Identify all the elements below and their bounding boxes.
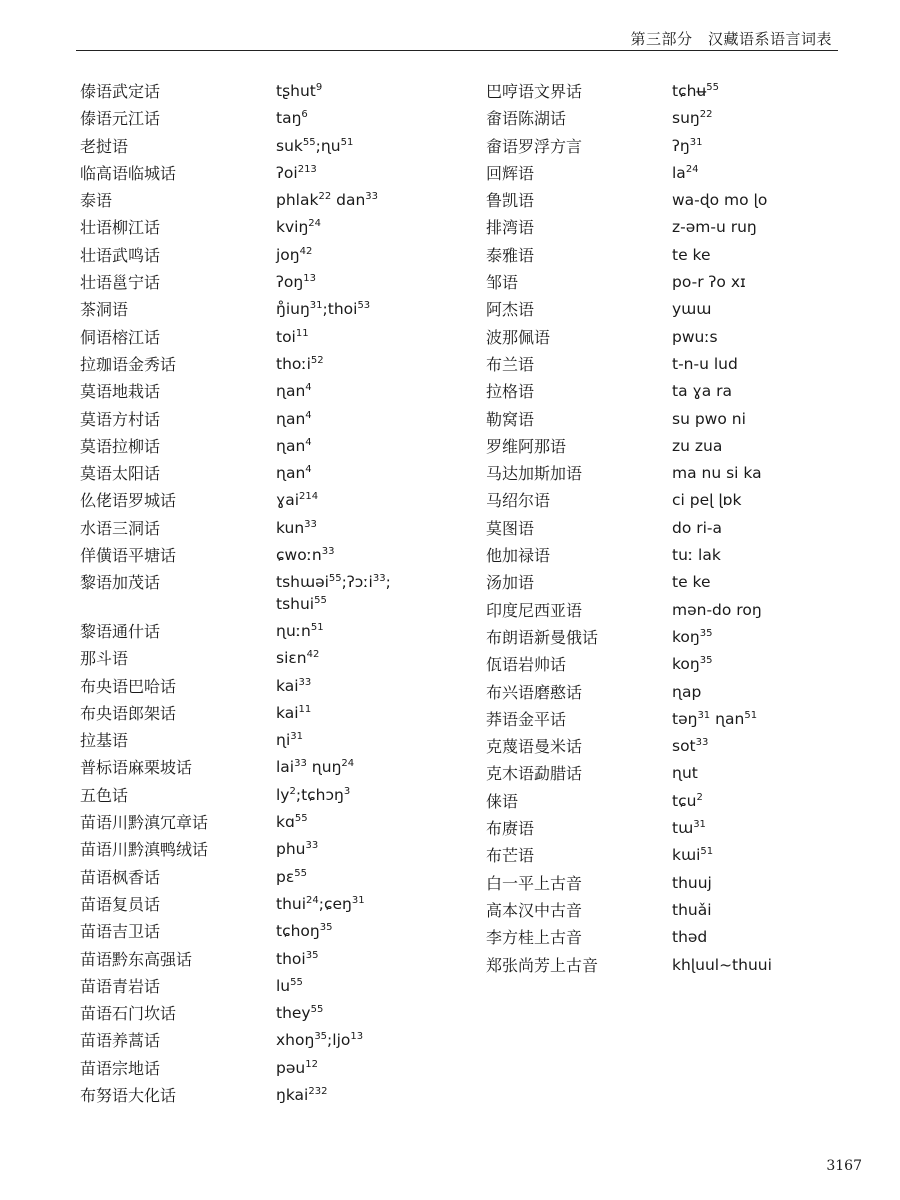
language-name: 苗语石门坎话	[80, 1004, 177, 1024]
language-name: 布努语大化话	[80, 1085, 177, 1105]
language-name: 泰语	[80, 191, 113, 211]
language-name: 鲁凯语	[486, 191, 535, 211]
language-name: 苗语青岩话	[80, 976, 161, 996]
entry-row	[486, 569, 846, 596]
entry-row	[486, 406, 846, 433]
entry-row	[486, 324, 846, 351]
language-name: 水语三洞话	[80, 518, 161, 538]
language-name: 排湾语	[486, 218, 535, 238]
entry-row	[80, 864, 460, 891]
language-name: 苗语宗地话	[80, 1058, 161, 1078]
entry-row	[486, 870, 846, 897]
entry-row	[80, 973, 460, 1000]
language-name: 郑张尚芳上古音	[486, 955, 599, 975]
phonetic-form: tʂhut$^9$	[276, 82, 323, 100]
language-name: 黎语加茂话	[80, 573, 161, 593]
entry-row	[80, 727, 460, 754]
phonetic-form: ɳan$^4$	[276, 409, 312, 428]
language-name: 黎语通什话	[80, 621, 161, 641]
phonetic-form: toi$^{11}$	[276, 327, 309, 346]
entry-row	[486, 679, 846, 706]
entry-row	[486, 515, 846, 542]
page-number: 3167	[826, 1158, 862, 1174]
entry-row	[80, 782, 460, 809]
phonetic-form: ɣai$^{214}$	[276, 491, 319, 510]
language-name: 苗语复员话	[80, 894, 161, 914]
phonetic-form: t-n-u lud	[672, 354, 738, 373]
entry-row	[486, 269, 846, 296]
phonetic-form: tshɯəi$^{55}$;ʔɔːi$^{33}$;	[276, 573, 391, 592]
entry-row	[486, 706, 846, 733]
entry-row	[80, 515, 460, 542]
language-name: 拉基语	[80, 731, 129, 751]
phonetic-form: kɑ$^{55}$	[276, 813, 308, 832]
entry-row	[80, 187, 460, 214]
phonetic-form: sot$^{33}$	[672, 737, 709, 756]
phonetic-form: yɯɯ	[672, 300, 712, 319]
language-name: 苗语吉卫话	[80, 922, 161, 942]
entry-row	[80, 809, 460, 836]
entry-row	[80, 324, 460, 351]
entry-row	[80, 1000, 460, 1027]
phonetic-form: thoi$^{35}$	[276, 949, 319, 968]
phonetic-form: tɕu$^2$	[672, 791, 703, 810]
entry-row	[486, 597, 846, 624]
phonetic-form: taŋ$^6$	[276, 109, 308, 128]
entry-row	[486, 160, 846, 187]
language-name: 马绍尔语	[486, 491, 551, 511]
entry-row	[80, 160, 460, 187]
phonetic-form: kun$^{33}$	[276, 518, 317, 537]
phonetic-form: phlak$^{22}$ dan$^{33}$	[276, 191, 379, 210]
entry-row	[486, 105, 846, 132]
header-rule	[76, 50, 838, 51]
entry-row	[486, 433, 846, 460]
language-name: 勒窝语	[486, 409, 535, 429]
entry-row	[80, 378, 460, 405]
entry-row	[80, 460, 460, 487]
phonetic-form: ci peɭ ɭɒk	[672, 491, 742, 510]
language-name: 苗语黔东高强话	[80, 949, 193, 969]
language-name: 印度尼西亚语	[486, 600, 583, 620]
phonetic-form: kai$^{33}$	[276, 676, 312, 695]
entry-row	[80, 1027, 460, 1054]
language-name: 那斗语	[80, 649, 129, 669]
entry-row	[80, 296, 460, 323]
entry-row	[486, 897, 846, 924]
entry-row	[486, 733, 846, 760]
entry-row	[80, 351, 460, 378]
language-name: 俫语	[486, 791, 519, 811]
entry-row	[486, 788, 846, 815]
phonetic-form: z-əm-u ruŋ	[672, 218, 757, 237]
phonetic-form: tɯ$^{31}$	[672, 819, 706, 838]
entry-row	[486, 187, 846, 214]
entry-row	[486, 815, 846, 842]
language-name: 回辉语	[486, 163, 535, 183]
entry-row	[486, 351, 846, 378]
entry-row	[80, 754, 460, 781]
language-name: 马达加斯加语	[486, 464, 583, 484]
language-name: 泰雅语	[486, 245, 535, 265]
phonetic-form: pəu$^{12}$	[276, 1058, 318, 1077]
phonetic-form: phu$^{33}$	[276, 840, 319, 859]
language-name: 巴哼语文界话	[486, 82, 583, 101]
language-name: 莽语金平话	[486, 709, 567, 729]
phonetic-form: thuǎi	[672, 900, 712, 919]
phonetic-form: tɕhoŋ$^{35}$	[276, 922, 333, 941]
language-name: 阿杰语	[486, 300, 535, 320]
phonetic-form: thəd	[672, 928, 708, 947]
language-name: 仫佬语罗城话	[80, 491, 177, 511]
phonetic-form: ʔoŋ$^{13}$	[276, 273, 316, 292]
entry-row	[486, 842, 846, 869]
entry-row	[80, 214, 460, 241]
language-name: 苗语川黔滇冗章话	[80, 813, 209, 833]
phonetic-form: lai$^{33}$ ɳuŋ$^{24}$	[276, 758, 355, 777]
entry-row	[80, 645, 460, 672]
phonetic-form: $ly^2;tɕhɔŋ^3$	[276, 785, 351, 804]
entry-row	[486, 651, 846, 678]
phonetic-form: koŋ$^{35}$	[672, 655, 713, 674]
entry-row	[486, 133, 846, 160]
phonetic-form: ʔŋ$^{31}$	[672, 136, 703, 155]
phonetic-form: kɯi$^{51}$	[672, 846, 714, 865]
phonetic-form: ɳan$^4$	[276, 464, 312, 483]
phonetic-form: thoːi$^{52}$	[276, 354, 324, 373]
phonetic-form: tuː lak	[672, 546, 721, 565]
entry-row	[80, 673, 460, 700]
entry-row	[80, 700, 460, 727]
language-name: 汤加语	[486, 573, 535, 593]
language-name: 波那佩语	[486, 327, 551, 347]
entry-row	[486, 542, 846, 569]
phonetic-form: thui$^{24}$;ɕeŋ$^{31}$	[276, 894, 365, 913]
language-name: 布赓语	[486, 819, 535, 839]
language-name: 苗语川黔滇鸭绒话	[80, 840, 209, 860]
entry-row	[80, 487, 460, 514]
entry-row	[486, 378, 846, 405]
phonetic-form: suk$^{55}$;ɳu$^{51}$	[276, 136, 354, 155]
language-name: 莫语地栽话	[80, 382, 161, 402]
language-name: 布芒语	[486, 846, 535, 866]
language-name: 畲语罗浮方言	[486, 136, 583, 156]
entry-row	[80, 946, 460, 973]
entry-row	[486, 924, 846, 951]
phonetic-form: ŋkai$^{232}$	[276, 1085, 328, 1104]
phonetic-form: po-r ʔo xɪ	[672, 273, 746, 292]
entry-row	[80, 1082, 460, 1109]
entry-row	[80, 836, 460, 863]
entry-row	[80, 105, 460, 132]
phonetic-form: wa-ɖo mo ɭo	[672, 191, 768, 210]
phonetic-form: ta ɣa ra	[672, 382, 733, 401]
entry-row	[80, 78, 460, 105]
language-name: 拉珈语金秀话	[80, 354, 177, 374]
language-name: 壮语柳江话	[80, 218, 161, 238]
phonetic-form: ɳut	[672, 764, 698, 783]
phonetic-form: tshui$^{55}$	[276, 594, 327, 613]
language-name: 克蔑语曼米话	[486, 737, 583, 757]
phonetic-form: te ke	[672, 245, 711, 264]
language-name: 莫语方村话	[80, 409, 161, 429]
language-name: 克木语勐腊话	[486, 764, 583, 784]
language-name: 壮语邕宁话	[80, 273, 161, 293]
language-name: 莫语拉柳话	[80, 436, 161, 456]
language-name: 布央语巴哈话	[80, 676, 177, 696]
phonetic-form: khɭuul~thuui	[672, 955, 772, 974]
language-name: 高本汉中古音	[486, 900, 583, 920]
language-name: 傣语武定话	[80, 82, 161, 101]
language-name: 五色话	[80, 785, 129, 805]
phonetic-form: mən-do roŋ	[672, 600, 762, 619]
phonetic-form: ɳap	[672, 682, 702, 701]
phonetic-form: ɳan$^4$	[276, 436, 312, 455]
language-name: 畲语陈湖话	[486, 109, 567, 129]
phonetic-form: siɛn$^{42}$	[276, 649, 320, 668]
phonetic-form: ɳan$^4$	[276, 382, 312, 401]
phonetic-form: su pwo ni	[672, 409, 746, 428]
language-name: 布兰语	[486, 354, 535, 374]
entry-row	[486, 487, 846, 514]
language-name: 苗语养蒿话	[80, 1031, 161, 1051]
language-name: 罗维阿那语	[486, 436, 567, 456]
entry-row	[486, 952, 846, 979]
entry-row	[486, 624, 846, 651]
phonetic-form: joŋ$^{42}$	[276, 245, 313, 264]
phonetic-form: ŋ̊iuŋ$^{31}$;thoi$^{53}$	[276, 300, 371, 319]
entry-row	[80, 242, 460, 269]
phonetic-form: xhoŋ$^{35}$;ljo$^{13}$	[276, 1031, 364, 1050]
entry-row	[486, 214, 846, 241]
phonetic-form: ɳuːn$^{51}$	[276, 621, 324, 640]
entry-row	[486, 760, 846, 787]
phonetic-form: kviŋ$^{24}$	[276, 218, 322, 237]
language-name: 壮语武鸣话	[80, 245, 161, 265]
language-name: 白一平上古音	[486, 873, 583, 893]
right-column	[486, 78, 846, 979]
language-name: 茶洞语	[80, 300, 129, 320]
entry-row	[80, 618, 460, 645]
running-header	[76, 22, 838, 50]
phonetic-form: ɳi$^{31}$	[276, 731, 303, 750]
language-name: 他加禄语	[486, 546, 551, 566]
phonetic-form: $lu^{55}$	[276, 976, 303, 995]
phonetic-form: kai$^{11}$	[276, 703, 312, 722]
language-name: 布央语郎架话	[80, 703, 177, 723]
entry-row	[80, 269, 460, 296]
language-name: 侗语榕江话	[80, 327, 161, 347]
phonetic-form: thuuj	[672, 873, 712, 892]
language-name: 李方桂上古音	[486, 928, 583, 948]
phonetic-form: ʔoi$^{213}$	[276, 163, 317, 182]
language-name: 佯僙语平塘话	[80, 546, 177, 566]
language-name: 苗语枫香话	[80, 867, 161, 887]
phonetic-form: ɕwoːn$^{33}$	[276, 546, 335, 565]
phonetic-form: pɛ$^{55}$	[276, 867, 307, 886]
phonetic-form: suŋ$^{22}$	[672, 109, 713, 128]
phonetic-form: tɕhʉ$^{55}$	[672, 82, 719, 100]
phonetic-form: $la^{24}$	[672, 163, 699, 182]
language-name: 邹语	[486, 273, 519, 293]
entry-row	[80, 918, 460, 945]
entry-row	[80, 891, 460, 918]
entry-row	[80, 406, 460, 433]
language-name: 拉格语	[486, 382, 535, 402]
section-title: 第三部分 汉藏语系语言词表	[630, 30, 832, 48]
phonetic-form: ma nu si ka	[672, 464, 762, 483]
phonetic-form: te ke	[672, 573, 711, 592]
phonetic-form: they$^{55}$	[276, 1004, 324, 1023]
phonetic-form: pwuːs	[672, 327, 718, 346]
entry-row	[486, 242, 846, 269]
left-column	[80, 78, 460, 1109]
language-name: 莫语太阳话	[80, 464, 161, 484]
language-name: 莫图语	[486, 518, 535, 538]
entry-row	[80, 433, 460, 460]
language-name: 布兴语磨憨话	[486, 682, 583, 702]
language-name: 老挝语	[80, 136, 129, 156]
language-name: 佤语岩帅话	[486, 655, 567, 675]
language-name: 普标语麻栗坡话	[80, 758, 193, 778]
entry-row	[486, 296, 846, 323]
entry-row	[486, 78, 846, 105]
language-name: 临高语临城话	[80, 163, 177, 183]
entry-row	[80, 542, 460, 569]
entry-row	[486, 460, 846, 487]
phonetic-form: koŋ$^{35}$	[672, 627, 713, 646]
language-name: 傣语元江话	[80, 109, 161, 129]
phonetic-form: do ri-a	[672, 518, 723, 537]
entry-row	[80, 1055, 460, 1082]
phonetic-form: təŋ$^{31}$ ɳan$^{51}$	[672, 709, 758, 728]
language-name: 布朗语新曼俄话	[486, 627, 599, 647]
phonetic-form: zu zua	[672, 436, 723, 455]
entry-row	[80, 133, 460, 160]
